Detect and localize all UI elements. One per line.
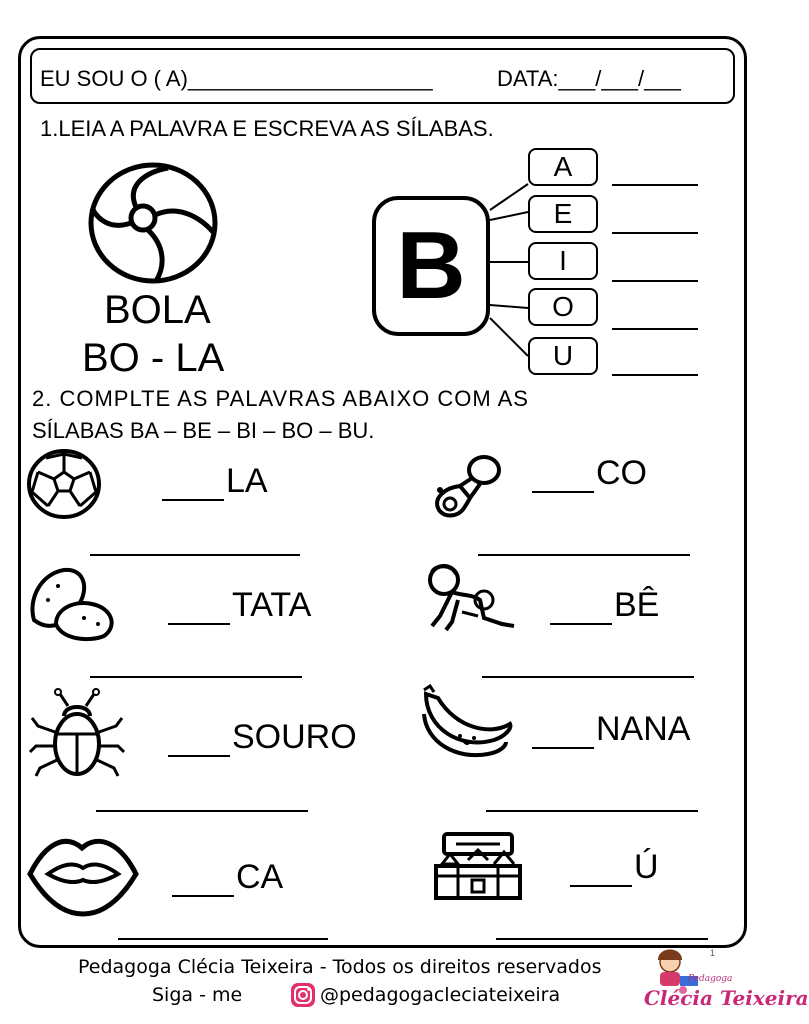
beach-ball-icon	[86, 160, 220, 286]
footer-follow: Siga - me	[152, 984, 243, 1006]
syllables-bo-la: BO - LA	[82, 336, 225, 380]
beetle-icon	[26, 688, 128, 780]
vowel-box-e: E	[528, 195, 598, 233]
answer-line-u[interactable]	[612, 374, 698, 376]
potato-icon	[26, 564, 120, 642]
answer-line-e[interactable]	[612, 232, 698, 234]
fill-word-nana: NANA	[532, 710, 690, 749]
fill-word-u: Ú	[570, 848, 659, 887]
crawling-baby-icon	[422, 560, 518, 636]
answer-line-i[interactable]	[612, 280, 698, 282]
write-line[interactable]	[496, 938, 708, 940]
fill-word-tata: TATA	[168, 586, 311, 625]
fill-blank[interactable]	[550, 597, 612, 625]
answer-line-a[interactable]	[612, 184, 698, 186]
date-field-label[interactable]: DATA:___/___/___	[497, 66, 681, 91]
pacifier-icon	[424, 452, 504, 522]
name-field-label[interactable]: EU SOU O ( A)____________________	[40, 66, 433, 91]
write-line[interactable]	[118, 938, 328, 940]
page-number: 1	[710, 948, 716, 958]
fill-blank[interactable]	[172, 869, 234, 897]
logo-name: Clécia Teixeira	[644, 986, 809, 1010]
fill-word-ca: CA	[172, 858, 283, 897]
question-2-instruction-line1: 2. COMPLTE AS PALAVRAS ABAIXO COM AS	[32, 386, 529, 411]
question-1-instruction: 1.LEIA A PALAVRA E ESCREVA AS SÍLABAS.	[40, 116, 494, 141]
logo-small-text: Pedagoga	[688, 974, 733, 984]
footer-credit: Pedagoga Clécia Teixeira - Todos os direitos reservados	[78, 956, 602, 978]
vowel-box-u: U	[528, 337, 598, 375]
fill-blank[interactable]	[162, 473, 224, 501]
vowel-box-o: O	[528, 288, 598, 326]
instagram-icon	[290, 982, 316, 1008]
connector-lines	[490, 160, 530, 360]
fill-blank[interactable]	[532, 721, 594, 749]
lips-icon	[26, 828, 140, 918]
big-letter-b: B	[372, 196, 490, 336]
vowel-box-i: I	[528, 242, 598, 280]
fill-blank[interactable]	[532, 465, 594, 493]
write-line[interactable]	[486, 810, 698, 812]
fill-blank[interactable]	[168, 729, 230, 757]
write-line[interactable]	[482, 676, 694, 678]
question-2-instruction-line2: SÍLABAS BA – BE – BI – BO – BU.	[32, 418, 375, 443]
fill-blank[interactable]	[570, 859, 632, 887]
footer-instagram-handle[interactable]: @pedagogacleciateixeira	[320, 984, 561, 1006]
fill-blank[interactable]	[168, 597, 230, 625]
fill-word-co: CO	[532, 454, 647, 493]
vowel-box-a: A	[528, 148, 598, 186]
fill-word-souro: SOURO	[168, 718, 357, 757]
fill-word-be: BÊ	[550, 586, 659, 625]
write-line[interactable]	[96, 810, 308, 812]
treasure-chest-icon	[428, 830, 528, 902]
write-line[interactable]	[90, 554, 300, 556]
word-bola: BOLA	[104, 288, 211, 332]
write-line[interactable]	[478, 554, 690, 556]
answer-line-o[interactable]	[612, 328, 698, 330]
soccer-ball-icon	[26, 448, 102, 520]
banana-icon	[420, 684, 516, 760]
write-line[interactable]	[90, 676, 302, 678]
fill-word-la: LA	[162, 462, 268, 501]
